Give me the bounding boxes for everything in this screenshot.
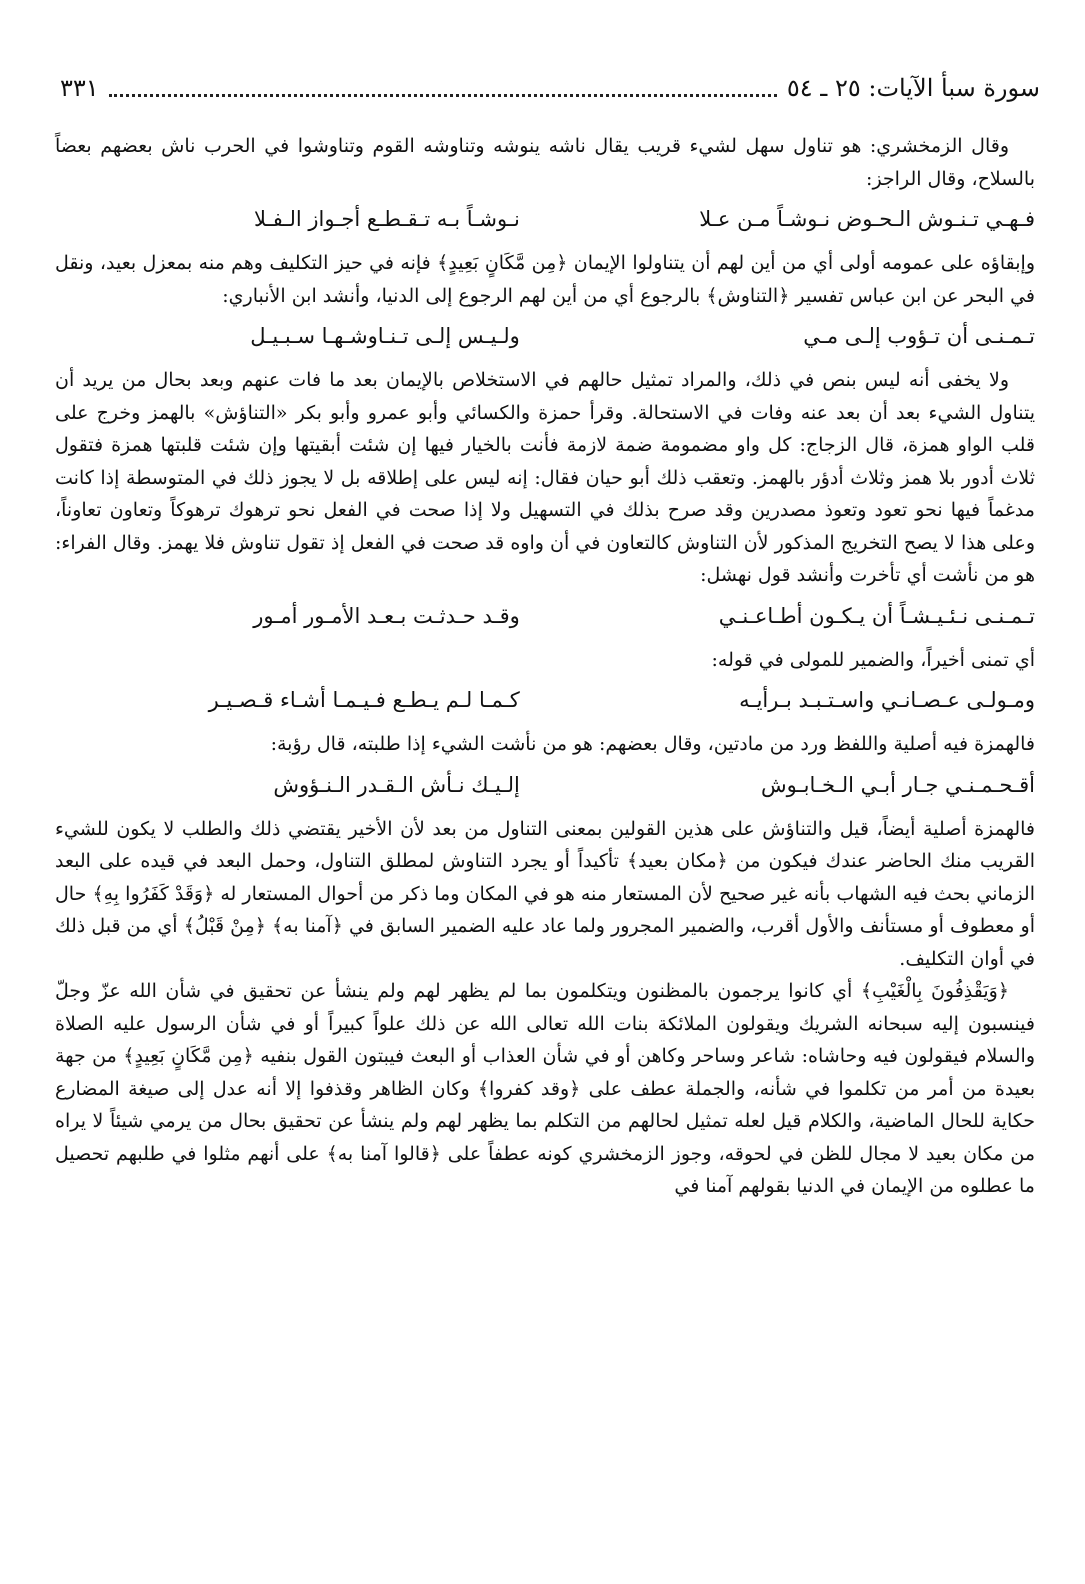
paragraph: ولا يخفى أنه ليس بنص في ذلك، والمراد تمثيل حالهم في الاستخلاص بالإيمان بعد ما فات عنهم وبعد بحال من يريد أن يتناول الشيء بعد أن بعد عنه وفات في الاستحالة. وقرأ حمزة والكسائي وأبو عمرو وأبو بكر «التناؤش» بالهمز وخرج على قلب الواو همزة، قال الزجاج: كل واو مضمومة ضمة لازمة فأنت بالخيار فيها إن شئت أبقيتها وإن شئت قلبتها همزة فتقول ثلاث أدور بلا همز وثلاث أدؤر بالهمز. وتعقب ذلك أبو حيان فقال: إنه ليس على إطلاقه بل لا يجوز ذلك في المتوسطة إذا كانت مدغماً فيها نحو تعود وتعوذ مصدرين وقد صرح بذلك في التسهيل ولا إذا صحت في الفعل نحو ترهوك ترهوكاً وتعاون تعاوناً، وعلى هذا لا يصح التخريج المذكور لأن التناوش كالتعاون في أن واوه قد صحت في الفعل إذ تقول تناوش فلا يهمز. وقال الفراء: هو من نأشت أي تأخرت وأنشد قول نهشل:: [55, 369, 1035, 586]
verse-first-hemistich: أقـحـمـنـي جـار أبـي الـخـابـوش: [760, 772, 1035, 797]
paragraph: فالهمزة فيه أصلية واللفظ ورد من مادتين، وقال بعضهم: هو من نأشت الشيء إذا طلبته، قال رؤبة:: [270, 733, 1035, 755]
verse-first-hemistich: تـمـنـى أن تـؤوب إلـى مـي: [803, 324, 1035, 348]
paragraph: وقال الزمخشري: هو تناول سهل لشيء قريب يقال ناشه ينوشه وتناوشه القوم وتناوشوا في الحرب ناش بعضهم بعضاً بالسلاح، وقال الراجز:: [55, 135, 1035, 190]
verse-first-hemistich: فـهـي تـنـوش الـحـوض نـوشـاً مـن عـلا: [699, 207, 1035, 231]
verse-second-hemistich: إلـيـك نـأش الـقـدر الـنـؤوش: [273, 772, 520, 797]
poetry-verse: [55, 203, 1035, 235]
page-number: ٣٣١: [60, 74, 99, 102]
verse-second-hemistich: ولـيـس إلـى تـنـاوشـهـا سـبـيـل: [250, 324, 520, 348]
poetry-verse: [55, 769, 1035, 801]
header-dotted-leader: [109, 80, 777, 97]
poetry-verse: [55, 684, 1035, 716]
paragraph: وإبقاؤه على عمومه أولى أي من أين لهم أن يتناولوا الإيمان ﴿مِن مَّكَانٍ بَعِيدٍ﴾ فإنه في حيز التكليف وهم منه بمعزل بعيد، ونقل في البحر عن ابن عباس تفسير ﴿التناوش﴾ بالرجوع أي من أين لهم الرجوع إلى الدنيا، وأنشد ابن الأنباري:: [55, 252, 1035, 307]
verse-second-hemistich: كـمـا لـم يـطـع فـيـمـا أشـاء قـصـيـر: [208, 688, 520, 712]
poetry-verse: [55, 320, 1035, 352]
verse-first-hemistich: ومـولـى عـصـانـي واسـتـبـد بـرأيـه: [739, 688, 1035, 712]
page-header: [60, 68, 1040, 108]
verse-first-hemistich: تـمـنـى نـئـيـشـاً أن يـكـون أطـاعـنـي: [718, 603, 1035, 628]
page-body: [55, 130, 1035, 1203]
poetry-verse: [55, 600, 1035, 632]
paragraph: أي تمنى أخيراً، والضمير للمولى في قوله:: [711, 648, 1035, 671]
verse-second-hemistich: نـوشـاً بـه تـقـطـع أجـواز الـفـلا: [254, 207, 520, 231]
paragraph: فالهمزة أصلية أيضاً، قيل والتناؤش على هذين القولين بمعنى التناول من بعد لأن الأخير يقتضي ذلك والطلب لا يكون للشيء القريب منك الحاضر عندك فيكون من ﴿مكان بعيد﴾ تأكيداً أو يجرد التناوش لمطلق التناول، وحمل البعد في قيده على البعد الزماني بحث فيه الشهاب بأنه غير صحيح لأن المستعار منه هو في المكان وما ذكر من أحوال المستعار له ﴿وَقَدْ كَفَرُوا بِهِ﴾ حال أو معطوف أو مستأنف والأول أقرب، والضمير المجرور ولما عاد عليه الضمير السابق في ﴿آمنا به﴾ ﴿مِنْ قَبْلُ﴾ أي من قبل ذلك في أوان التكليف.: [55, 817, 1035, 970]
paragraph: ﴿وَيَقْذِفُونَ بِالْغَيْبِ﴾ أي كانوا يرجمون بالمظنون ويتكلمون بما لم يظهر لهم ولم ينشأ عن تحقيق في شأن الله عزّ وجلّ فينسبون إليه سبحانه الشريك ويقولون الملائكة بنات الله تعالى الله عن ذلك علواً كبيراً أو في شأن الرسول عليه الصلاة والسلام فيقولون فيه وحاشاه: شاعر وساحر وكاهن أو في شأن العذاب أو البعث فيبتون القول بنفيه ﴿مِن مَّكَانٍ بَعِيدٍ﴾ من جهة بعيدة من أمر من تكلموا في شأنه، والجملة عطف على ﴿وقد كفروا﴾ وكان الظاهر وقذفوا إلا أنه عدل إلى صيغة المضارع حكاية للحال الماضية، والكلام قيل لعله تمثيل لحالهم من التكلم بما يظهر لهم ولم ينشأ عن تحقيق بحال من يرمي شيئاً لا يراه من مكان بعيد لا مجال للظن في لحوقه، وجوز الزمخشري كونه عطفاً على ﴿قالوا آمنا به﴾ على أنهم مثلوا في طلبهم تحصيل ما عطلوه من الإيمان في الدنيا بقولهم آمنا في: [55, 980, 1035, 1197]
verse-second-hemistich: وقـد حـدثـت بـعـد الأمـور أمـور: [253, 603, 520, 628]
surah-title: سورة سبأ الآيات: ٢٥ ـ ٥٤: [786, 74, 1040, 102]
